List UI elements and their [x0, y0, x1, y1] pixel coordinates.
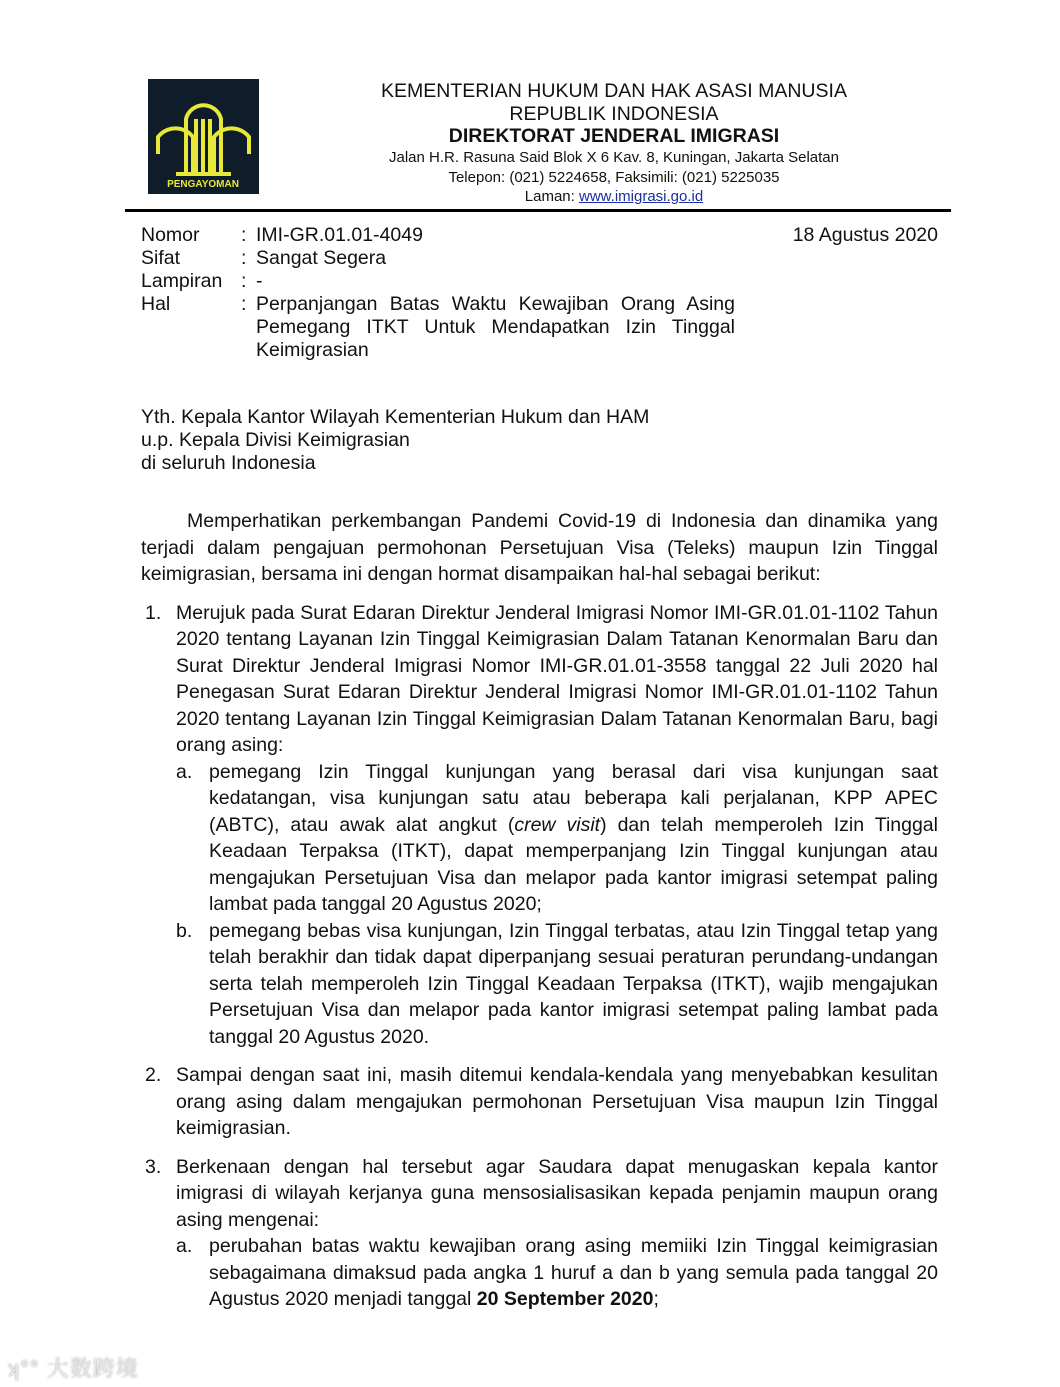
meta-row-hal	[141, 293, 735, 362]
item-text: Merujuk pada Surat Edaran Direktur Jenderal Imigrasi Nomor IMI-GR.01.01-1102 Tahun 2020 tentang Layanan Izin Tinggal Keimigrasian Dalam Tatanan Kenormalan Baru dan Surat Direktur Jenderal Imigrasi Nomor IMI-GR.01.01-3558 tanggal 22 Juli 2020 hal Penegasan Surat Edaran Direktur Jenderal Imigrasi Nomor IMI-GR.01.01-1102 Tahun 2020 tentang Layanan Izin Tinggal Keimigrasian Dalam Tatanan Kenormalan Baru, bagi orang asing:	[176, 601, 938, 756]
meta-label: Hal	[141, 293, 171, 315]
list-item-2	[141, 1062, 938, 1142]
addressee	[141, 406, 649, 475]
office-address: Jalan H.R. Rasuna Said Blok X 6 Kav. 8, Kuningan, Jakarta Selatan	[389, 149, 839, 166]
meta-value: Perpanjangan Batas Waktu Kewajiban Orang Asing Pemegang ITKT Untuk Mendapatkan Izin Tinggal Keimigrasian	[256, 293, 735, 361]
website-link[interactable]: www.imigrasi.go.id	[578, 188, 704, 205]
sub-item-a	[176, 1233, 938, 1313]
list-item-3	[141, 1154, 938, 1313]
meta-row-sifat	[141, 247, 735, 270]
sub-text: pemegang bebas visa kunjungan, Izin Tinggal terbatas, atau Izin Tinggal tetap yang telah berakhir dan tidak dapat diperpanjang sesuai peraturan perundang-undangan serta telah memperoleh Izin Tinggal Keadaan Terpaksa (ITKT), wajib mengajukan Persetujuan Visa dan melapor pada kantor imigrasi setempat paling lambat pada tanggal 20 Agustus 2020.	[209, 919, 938, 1048]
meta-row-lampiran	[141, 270, 735, 293]
sub-letter: a.	[176, 1235, 193, 1257]
ministry-name: KEMENTERIAN HUKUM DAN HAK ASASI MANUSIA	[381, 80, 847, 102]
item-number: 2.	[145, 1064, 162, 1086]
meta-value: IMI-GR.01.01-4049	[256, 224, 423, 246]
sub-text-part: ) dan telah memperoleh Izin Tinggal Keadaan Terpaksa (ITKT), dapat memperpanjang Izin Tinggal kunjungan atau mengajukan Persetujuan Visa dan melapor pada kantor imigrasi setempat paling lambat pada tanggal 20 Agustus 2020;	[209, 813, 938, 915]
meta-colon: :	[241, 293, 247, 315]
office-website-line	[300, 187, 928, 207]
meta-colon: :	[241, 247, 247, 269]
sub-letter: b.	[176, 919, 193, 942]
sub-letter: a.	[176, 760, 193, 783]
list-item-1	[141, 600, 938, 1051]
meta-value: -	[256, 270, 263, 292]
watermark-text: 大数跨境	[46, 1356, 139, 1381]
letterhead-ministry	[300, 80, 928, 126]
letter-body	[141, 508, 938, 1325]
letter-date: 18 Agustus 2020	[792, 224, 938, 246]
meta-label: Nomor	[141, 224, 200, 246]
meta-label: Lampiran	[141, 270, 223, 292]
letter-meta	[141, 224, 735, 362]
sub-text-italic: crew visit	[514, 813, 601, 836]
letterhead-contact	[300, 148, 928, 207]
watermark	[8, 1352, 139, 1383]
svg-text:PENGAYOMAN: PENGAYOMAN	[167, 179, 239, 190]
sub-text	[209, 759, 938, 918]
meta-row-nomor	[141, 224, 735, 247]
sub-text-part: pemegang Izin Tinggal kunjungan yang berasal dari visa kunjungan saat kedatangan, visa kunjungan satu atau beberapa kali perjalanan, KPP APEC (ABTC), atau awak alat angkut (	[209, 760, 938, 836]
intro-paragraph: Memperhatikan perkembangan Pandemi Covid-19 di Indonesia dan dinamika yang terjadi dalam pengajuan permohonan Persetujuan Visa (Teleks) maupun Izin Tinggal keimigrasian, bersama ini dengan hormat disampaikan hal-hal sebagai berikut:	[141, 510, 938, 585]
meta-colon: :	[241, 224, 247, 246]
watermark-logo-icon: ʞ°°	[8, 1356, 40, 1381]
meta-colon: :	[241, 270, 247, 292]
letterhead-divider	[125, 209, 951, 212]
sub-item-a	[176, 759, 938, 918]
item-text: Sampai dengan saat ini, masih ditemui kendala-kendala yang menyebabkan kesulitan orang asing dalam mengajukan permohonan Persetujuan Visa maupun Izin Tinggal keimigrasian.	[176, 1064, 938, 1139]
addressee-line: di seluruh Indonesia	[141, 452, 316, 474]
item-text: Berkenaan dengan hal tersebut agar Saudara dapat menugaskan kepala kantor imigrasi di wilayah kerjanya guna mensosialisasikan kepada penjamin maupun orang asing mengenai:	[176, 1155, 938, 1231]
meta-value: Sangat Segera	[256, 247, 387, 269]
addressee-line: Yth. Kepala Kantor Wilayah Kementerian Hukum dan HAM	[141, 406, 650, 428]
sub-text-part: ;	[653, 1288, 659, 1310]
sub-item-b	[176, 918, 938, 1051]
office-phone: Telepon: (021) 5224658, Faksimili: (021) 5225035	[448, 168, 780, 186]
sub-text	[209, 1233, 938, 1313]
addressee-line: u.p. Kepala Divisi Keimigrasian	[141, 429, 410, 451]
meta-label: Sifat	[141, 247, 181, 269]
sub-text-bold: 20 September 2020	[476, 1288, 654, 1310]
directorate-name: DIREKTORAT JENDERAL IMIGRASI	[448, 125, 780, 147]
republic-name: REPUBLIK INDONESIA	[509, 103, 719, 125]
item-number: 3.	[145, 1155, 162, 1178]
website-label: Laman:	[524, 188, 579, 205]
pengayoman-logo	[148, 79, 259, 194]
sub-text-part: perubahan batas waktu kewajiban orang asing memiiki Izin Tinggal keimigrasian sebagaimana dimaksud pada angka 1 huruf a dan b yang semula pada tanggal 20 Agustus 2020 menjadi tanggal	[209, 1235, 938, 1310]
item-number: 1.	[145, 601, 162, 624]
